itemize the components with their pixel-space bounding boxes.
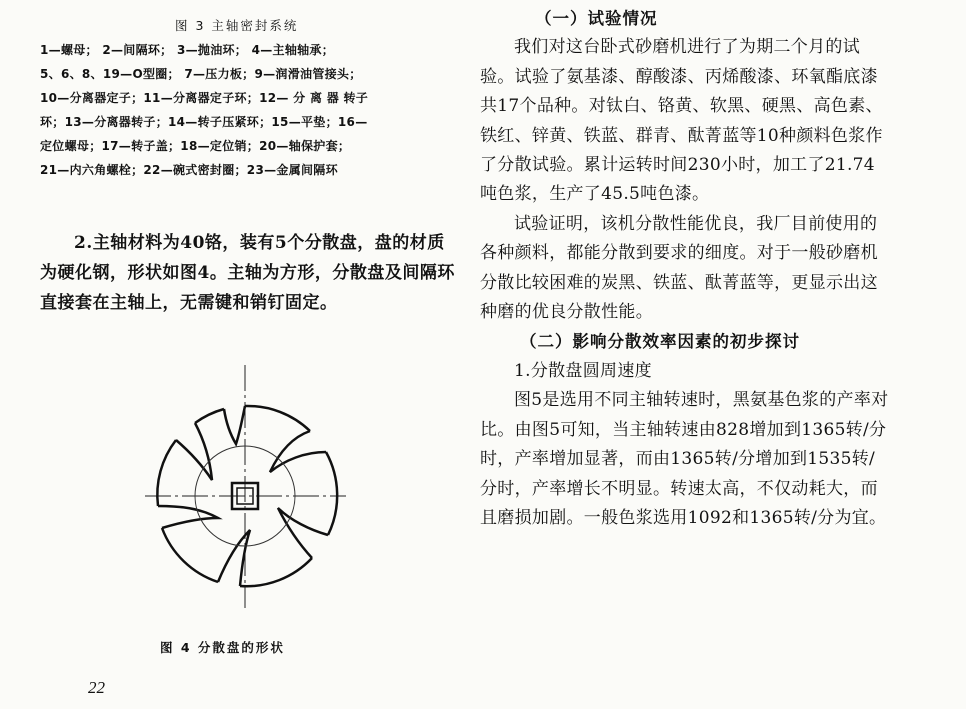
disc-rim-arc bbox=[240, 558, 312, 586]
disc-slot bbox=[158, 506, 218, 528]
disc-rim-arc bbox=[245, 406, 310, 431]
speed-paragraph: 图5是选用不同主轴转速时，黑氨基色浆的产率对比。由图5可知，当主轴转速由828增加到1365转/分时，产率增加显著，而由1365转/分增加到1535转/分时，产率增长不明显。转速太高，不仅动耗大，而且磨损加剧。一般色浆选用1092和1365转/分为宜。 bbox=[480, 390, 889, 528]
legend-line: 环；13—分离器转子；14—转子压紧环；15—平垫；16— bbox=[40, 115, 368, 129]
legend-line: 定位螺母；17—转子盖；18—定位销；20—轴保护套； bbox=[40, 139, 351, 153]
left-body-text bbox=[40, 228, 460, 318]
figure4-disc-drawing bbox=[140, 360, 350, 610]
subheading-disc-speed: 1.分散盘圆周速度 bbox=[514, 360, 652, 381]
dispersion-disc-svg bbox=[140, 360, 350, 610]
disc-slot bbox=[278, 508, 328, 558]
right-column bbox=[480, 4, 890, 533]
trial-paragraph: 我们对这台卧式砂磨机进行了为期二个月的试验。试验了氨基漆、醇酸漆、丙烯酸漆、环氧酯底漆共17个品种。对钛白、铬黄、软黑、硬黑、高色素、铁红、锌黄、铁蓝、群青、酞菁蓝等10种颜料色浆作了分散试验。累计运转时间230小时，加工了21.74吨色浆，生产了45.5吨色漆。 bbox=[480, 37, 883, 205]
section-heading-trial: （一）试验情况 bbox=[535, 9, 658, 28]
disc-rim-arc bbox=[326, 452, 337, 535]
spindle-paragraph: 2.主轴材料为40铬，装有5个分散盘，盘的材质为硬化钢，形状如图4。主轴为方形，分散盘及间隔环直接套在主轴上，无需键和销钉固定。 bbox=[40, 233, 455, 313]
legend-line: 5、6、8、19—O型圈； 7—压力板；9—润滑油管接头； bbox=[40, 67, 362, 81]
page-number: 22 bbox=[88, 678, 105, 697]
legend-line: 10—分离器定子；11—分离器定子环；12— 分 离 器 转子 bbox=[40, 91, 369, 105]
legend-line: 1—螺母； 2—间隔环； 3—抛油环； 4—主轴轴承； bbox=[40, 43, 335, 57]
disc-slot bbox=[224, 406, 245, 444]
legend-line: 21—内六角螺栓；22—碗式密封圈；23—金属间隔环 bbox=[40, 163, 338, 177]
disc-slot bbox=[270, 431, 326, 472]
disc-slot bbox=[176, 423, 212, 480]
disc-rim-arc bbox=[195, 409, 224, 423]
section-heading-efficiency: （二）影响分散效率因素的初步探讨 bbox=[520, 332, 800, 352]
figure3-title: 图 3 主轴密封系统 bbox=[175, 18, 299, 33]
figure4-caption: 图 4 分散盘的形状 bbox=[160, 640, 285, 655]
figure3-legend bbox=[40, 38, 460, 182]
result-paragraph: 试验证明，该机分散性能优良，我厂目前使用的各种颜料，都能分散到要求的细度。对于一般砂磨机分散比较困难的炭黑、铁蓝、酞菁蓝等，更显示出这种磨的优良分散性能。 bbox=[480, 213, 878, 323]
disc-rim-arc bbox=[162, 528, 218, 582]
